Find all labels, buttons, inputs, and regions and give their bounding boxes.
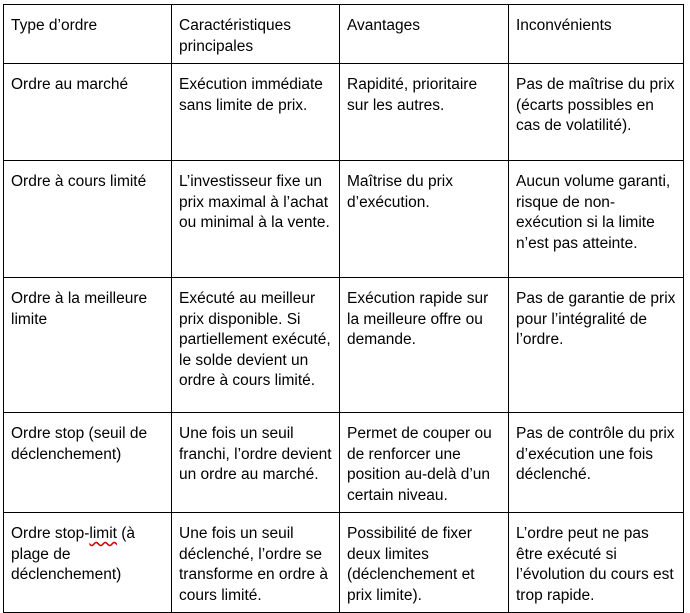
header-advantages: Avantages (340, 5, 509, 64)
table-header-row (4, 5, 684, 64)
cell-type-prefix: Ordre stop- (11, 525, 90, 542)
cell-characteristics: Exécuté au meilleur prix disponible. Si partiellement exécuté, le solde devient un ordre à cours limité. (172, 278, 340, 413)
header-type: Type d’ordre (4, 5, 172, 64)
table-row (4, 513, 684, 613)
cell-advantages: Maîtrise du prix d’exécution. (340, 161, 509, 278)
table-row (4, 278, 684, 413)
header-characteristics: Caractéristiques principales (172, 5, 340, 64)
cell-advantages: Rapidité, prioritaire sur les autres. (340, 64, 509, 161)
cell-type: Ordre stop (seuil de déclenchement) (4, 413, 172, 513)
cell-disadvantages: Pas de garantie de prix pour l’intégralité de l’ordre. (509, 278, 684, 413)
table-row (4, 413, 684, 513)
cell-characteristics: Exécution immédiate sans limite de prix. (172, 64, 340, 161)
cell-disadvantages: L’ordre peut ne pas être exécuté si l’évolution du cours est trop rapide. (509, 513, 684, 613)
table-row (4, 64, 684, 161)
cell-characteristics: L’investisseur fixe un prix maximal à l’achat ou minimal à la vente. (172, 161, 340, 278)
header-disadvantages: Inconvénients (509, 5, 684, 64)
cell-type-suffix: (à plage de déclenchement) (11, 525, 136, 583)
cell-disadvantages: Aucun volume garanti, risque de non-exécution si la limite n’est pas atteinte. (509, 161, 684, 278)
cell-type: Ordre au marché (4, 64, 172, 161)
cell-type: Ordre à cours limité (4, 161, 172, 278)
order-types-table (3, 4, 684, 613)
cell-advantages: Permet de couper ou de renforcer une position au-delà d’un certain niveau. (340, 413, 509, 513)
cell-characteristics: Une fois un seuil franchi, l’ordre devient un ordre au marché. (172, 413, 340, 513)
cell-disadvantages: Pas de contrôle du prix d’exécution une fois déclenché. (509, 413, 684, 513)
cell-advantages: Exécution rapide sur la meilleure offre ou demande. (340, 278, 509, 413)
table-row (4, 161, 684, 278)
cell-disadvantages: Pas de maîtrise du prix (écarts possibles en cas de volatilité). (509, 64, 684, 161)
cell-advantages: Possibilité de fixer deux limites (déclenchement et prix limite). (340, 513, 509, 613)
spellcheck-flagged-word: limit (89, 525, 117, 542)
cell-type (4, 513, 172, 613)
cell-characteristics: Une fois un seuil déclenché, l’ordre se transforme en ordre à cours limité. (172, 513, 340, 613)
cell-type: Ordre à la meilleure limite (4, 278, 172, 413)
